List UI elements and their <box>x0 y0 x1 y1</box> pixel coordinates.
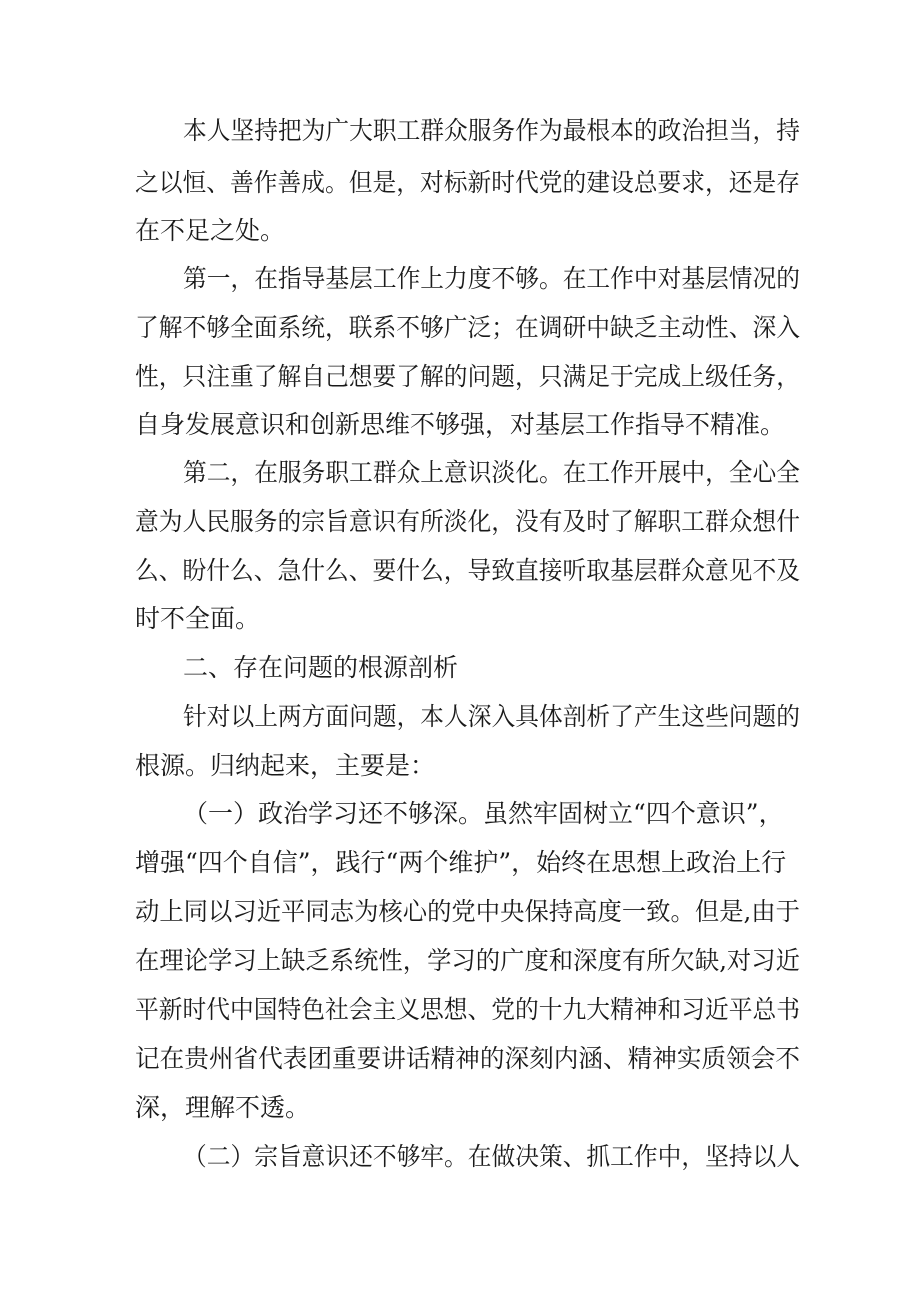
text-line <box>0 453 920 493</box>
paragraph-1-line-1: 本人坚持把为广大职工群众服务作为最根本的政治担当，持 <box>183 116 801 145</box>
text-line <box>0 1137 920 1177</box>
paragraph-5-line-5: 平新时代中国特色社会主义思想、党的十九大精神和习近平总书 <box>135 995 801 1024</box>
paragraph-2-line-3: 性，只注重了解自己想要了解的问题，只满足于完成上级任务， <box>135 362 801 391</box>
paragraph-2-line-2: 了解不够全面系统，联系不够广泛；在调研中缺乏主动性、深入 <box>135 313 801 342</box>
section-heading <box>0 648 920 688</box>
text-line <box>0 892 920 932</box>
paragraph-2-line-4: 自身发展意识和创新思维不够强，对基层工作指导不精准。 <box>135 410 786 439</box>
paragraph-5-line-3: 动上同以习近平同志为核心的党中央保持高度一致。但是,由于 <box>135 897 800 926</box>
paragraph-6-line-1: （二）宗旨意识还不够牢。在做决策、抓工作中，坚持以人 <box>183 1142 801 1171</box>
paragraph-4-line-1: 针对以上两方面问题，本人深入具体剖析了产生这些问题的 <box>183 702 801 731</box>
text-line <box>0 599 920 639</box>
text-line <box>0 794 920 834</box>
paragraph-5-line-2: 增强“四个自信”，践行“两个维护”，始终在思想上政治上行 <box>135 848 787 877</box>
paragraph-1-line-3: 在不足之处。 <box>135 216 286 245</box>
text-line <box>0 990 920 1030</box>
paragraph-3-line-2: 意为人民服务的宗旨意识有所淡化，没有及时了解职工群众想什 <box>135 507 801 536</box>
paragraph-4-line-2: 根源。归纳起来，主要是： <box>135 751 436 780</box>
text-line <box>0 308 920 348</box>
text-line <box>0 111 920 151</box>
text-line <box>0 163 920 203</box>
text-line <box>0 941 920 981</box>
text-line <box>0 1088 920 1128</box>
text-line <box>0 746 920 786</box>
text-line <box>0 697 920 737</box>
paragraph-3-line-4: 时不全面。 <box>135 604 261 633</box>
paragraph-5-line-1: （一）政治学习还不够深。虽然牢固树立“四个意识”， <box>183 799 784 828</box>
paragraph-5-line-6: 记在贵州省代表团重要讲话精神的深刻内涵、精神实质领会不 <box>135 1044 801 1073</box>
paragraph-2-line-1: 第一，在指导基层工作上力度不够。在工作中对基层情况的 <box>183 264 801 293</box>
section-heading-text: 二、存在问题的根源剖析 <box>183 653 459 682</box>
text-line <box>0 357 920 397</box>
text-line <box>0 211 920 251</box>
text-line <box>0 843 920 883</box>
paragraph-5-line-7: 深，理解不透。 <box>135 1093 311 1122</box>
text-line <box>0 259 920 299</box>
text-line <box>0 551 920 591</box>
text-line <box>0 502 920 542</box>
text-line <box>0 405 920 445</box>
text-line <box>0 1039 920 1079</box>
paragraph-3-line-3: 么、盼什么、急什么、要什么，导致直接听取基层群众意见不及 <box>135 556 801 585</box>
paragraph-3-line-1: 第二，在服务职工群众上意识淡化。在工作开展中，全心全 <box>183 458 801 487</box>
paragraph-5-line-4: 在理论学习上缺乏系统性，学习的广度和深度有所欠缺,对习近 <box>135 946 800 975</box>
paragraph-1-line-2: 之以恒、善作善成。但是，对标新时代党的建设总要求，还是存 <box>135 168 801 197</box>
